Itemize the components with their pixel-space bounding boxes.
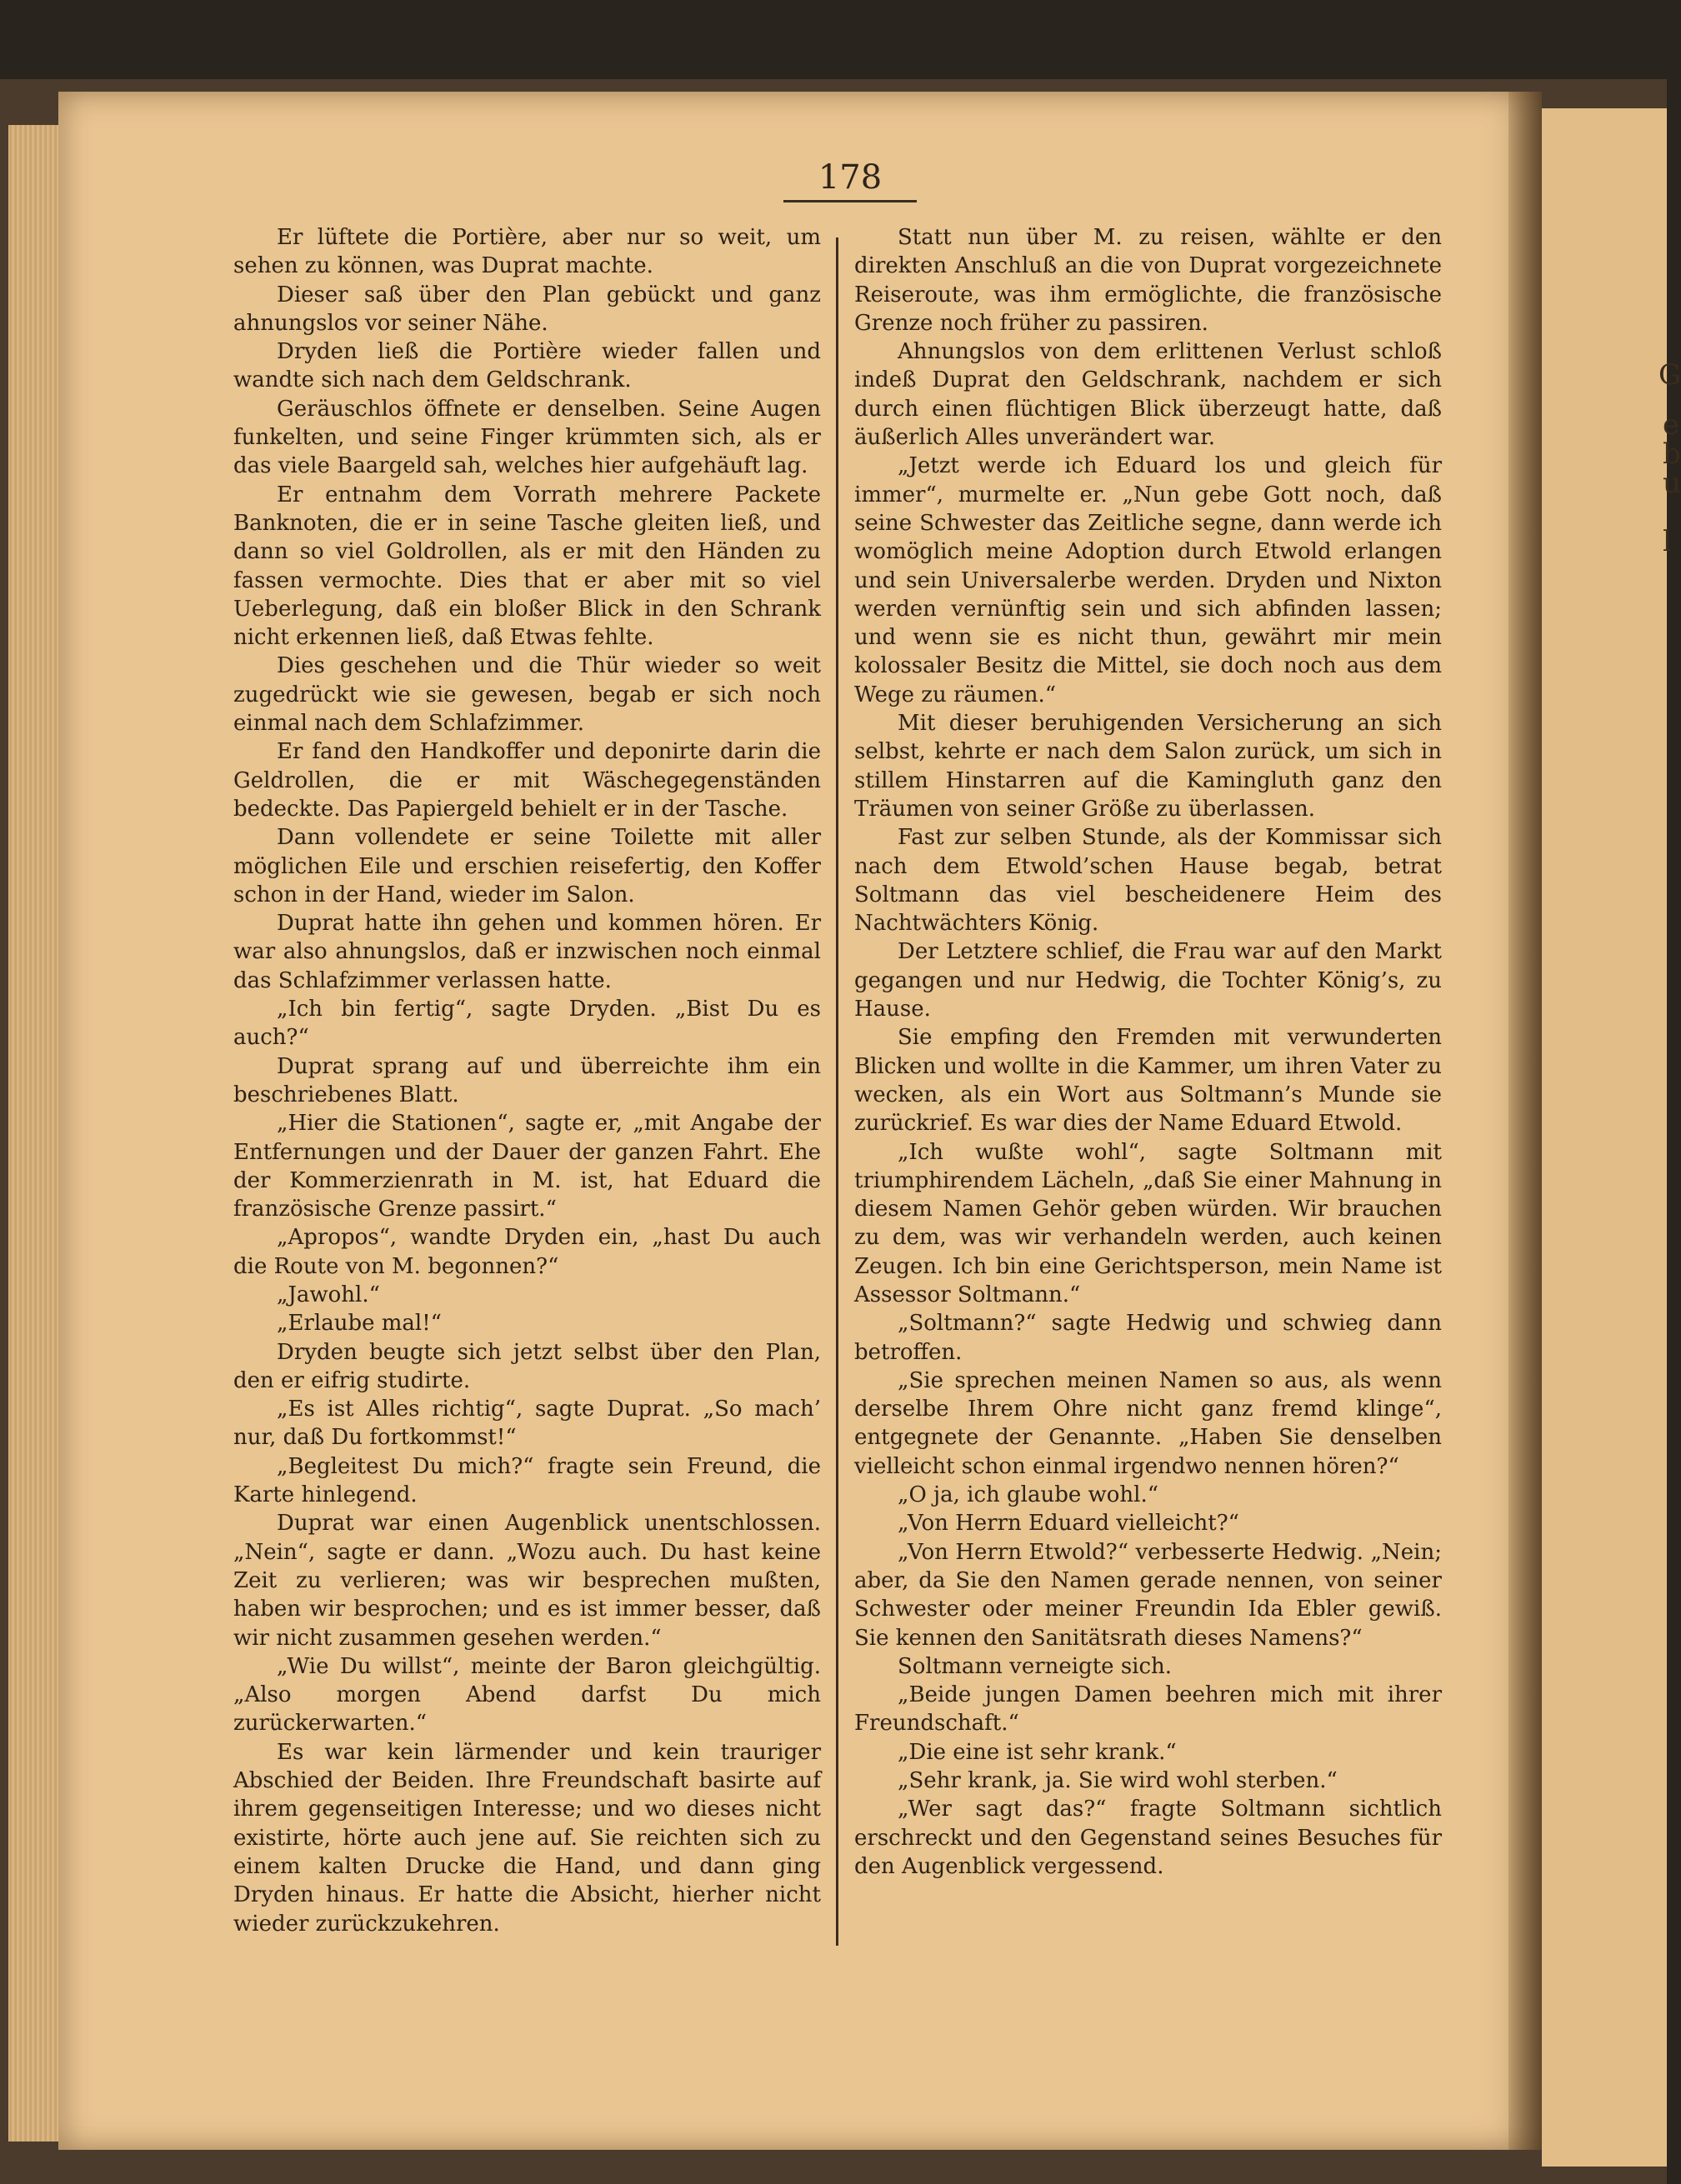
paragraph: Er fand den Handkoffer und deponirte darin die Geldrollen, die er mit Wäschegegenständen bedeckte. Das Papiergeld behielt er in der Tasche. [233,739,821,822]
paragraph: Dryden ließ die Portière wieder fallen und wandte sich nach dem Geldschrank. [233,339,821,393]
paragraph: „Sie sprechen meinen Namen so aus, als wenn derselbe Ihrem Ohre nicht ganz fremd klinge“, entgegnete der Genannte. „Haben Sie denselben vielleicht schon einmal irgendwo nennen hören?“ [854,1367,1442,1479]
column-divider [836,237,838,1946]
paragraph: Geräuschlos öffnete er denselben. Seine Augen funkelten, und seine Finger krümmten sich, als er das viele Baargeld sah, welches hier aufgehäuft lag. [233,396,821,479]
paragraph: Dieser saß über den Plan gebückt und ganz ahnungslos vor seiner Nähe. [233,282,821,336]
paragraph: Er entnahm dem Vorrath mehrere Packete Banknoten, die er in seine Tasche gleiten ließ, und dann so viel Goldrollen, als er mit den Händen zu fassen vermochte. Dies that er aber mit so viel Ueberlegung, daß ein bloßer Blick in den Schrank nicht erkennen ließ, daß Etwas fehlte. [233,482,821,651]
paragraph: „Begleitest Du mich?“ fragte sein Freund, die Karte hinlegend. [233,1453,821,1508]
paragraph: Er lüftete die Portière, aber nur so weit, um sehen zu können, was Duprat machte. [233,225,821,279]
paragraph: Mit dieser beruhigenden Versicherung an sich selbst, kehrte er nach dem Salon zurück, um sich in stillem Hinstarren auf die Kamingluth ganz den Träumen von seiner Größe zu überlassen. [854,711,1442,822]
next-page-edge [1542,108,1681,2167]
paragraph: Dies geschehen und die Thür wieder so weit zugedrückt wie sie gewesen, begab er sich noch einmal nach dem Schlafzimmer. [233,653,821,737]
paragraph: „Sehr krank, ja. Sie wird wohl sterben.“ [898,1768,1338,1794]
paragraph: Ahnungslos von dem erlittenen Verlust schloß indeß Duprat den Geldschrank, nachdem er sich durch einen flüchtigen Blick überzeugt hatte, daß äußerlich Alles unverändert war. [854,339,1442,451]
next-page-fragment: b [1663,437,1681,471]
paragraph: „Von Herrn Etwold?“ verbesserte Hedwig. „Nein; aber, da Sie den Namen gerade nennen, von seiner Schwester oder meiner Freundin Ida Ebler gewiß. Sie kennen den Sanitätsrath dieses Namens?“ [854,1539,1442,1651]
next-page-fragment: G [1658,358,1681,392]
paragraph: „Jetzt werde ich Eduard los und gleich für immer“, murmelte er. „Nun gebe Gott noch, daß seine Schwester das Zeitliche segne, dann werde ich womöglich meine Adoption durch Etwold erlangen und sein Universalerbe werden. Dryden und Nixton werden vernünftig sein und sich abfinden lassen; und wenn sie es nicht thun, gewährt mir mein kolossaler Besitz die Mittel, sie doch noch aus dem Wege zu räumen.“ [854,453,1442,707]
paragraph: „Die eine ist sehr krank.“ [898,1739,1177,1765]
paragraph: Sie empfing den Fremden mit verwunderten Blicken und wollte in die Kammer, um ihren Vater zu wecken, als ein Wort aus Soltmann’s Munde sie zurückrief. Es war dies der Name Eduard Etwold. [854,1025,1442,1137]
paragraph: Duprat sprang auf und überreichte ihm ein beschriebenes Blatt. [233,1053,821,1107]
paragraph: „Von Herrn Eduard vielleicht?“ [898,1511,1239,1537]
paragraph: Fast zur selben Stunde, als der Kommissar sich nach dem Etwold’schen Hause begab, betrat Soltmann das viel bescheidenere Heim des Nachtwächters König. [854,825,1442,937]
paragraph: „O ja, ich glaube wohl.“ [898,1482,1159,1508]
paragraph: „Apropos“, wandte Dryden ein, „hast Du auch die Route von M. begonnen?“ [233,1225,821,1279]
left-column [233,223,821,1938]
paragraph: „Wer sagt das?“ fragte Soltmann sichtlich erschreckt und den Gegenstand seines Besuches für den Augenblick vergessend. [854,1797,1442,1879]
next-page-fragment: u [1663,467,1681,500]
paragraph: „Es ist Alles richtig“, sagte Duprat. „So mach’ nur, daß Du fortkommst!“ [233,1397,821,1451]
next-page-fragment: l [1663,525,1672,558]
paragraph: Es war kein lärmender und kein trauriger Abschied der Beiden. Ihre Freundschaft basirte auf ihrem gegenseitigen Interesse; und wo dieses nicht existirte, hörte auch jene auf. Sie reichten sich zu einem kalten Drucke die Hand, und dann ging Dryden hinaus. Er hatte die Absicht, hierher nicht wieder zurückzukehren. [233,1739,821,1937]
page-number: 178 [818,158,883,197]
paragraph: Dryden beugte sich jetzt selbst über den Plan, den er eifrig studirte. [233,1339,821,1393]
paragraph: „Jawohl.“ [277,1282,380,1307]
paragraph: „Erlaube mal!“ [277,1311,442,1337]
paragraph: „Hier die Stationen“, sagte er, „mit Angabe der Entfernungen und der Dauer der ganzen Fahrt. Ehe der Kommerzienrath in M. ist, hat Eduard die französische Grenze passirt.“ [233,1111,821,1222]
paragraph: „Ich wußte wohl“, sagte Soltmann mit triumphirendem Lächeln, „daß Sie einer Mahnung in diesem Namen Gehör geben würden. Wir brauchen zu dem, was wir verhandeln werden, auch keinen Zeugen. Ich bin eine Gerichtsperson, mein Name ist Assessor Soltmann.“ [854,1139,1442,1307]
paragraph: Der Letztere schlief, die Frau war auf den Markt gegangen und nur Hedwig, die Tochter König’s, zu Hause. [854,939,1442,1022]
paragraph: „Soltmann?“ sagte Hedwig und schwieg dann betroffen. [854,1311,1442,1365]
next-page-fragment: e [1663,408,1680,442]
paragraph: Dann vollendete er seine Toilette mit aller möglichen Eile und erschien reisefertig, den Koffer schon in der Hand, wieder im Salon. [233,825,821,907]
paragraph: Duprat hatte ihn gehen und kommen hören. Er war also ahnungslos, daß er inzwischen noch einmal das Schlafzimmer verlassen hatte. [233,911,821,993]
paragraph: „Wie Du willst“, meinte der Baron gleichgültig. „Also morgen Abend darfst Du mich zurückerwarten.“ [233,1653,821,1737]
paragraph: Duprat war einen Augenblick unentschlossen. „Nein“, sagte er dann. „Wozu auch. Du hast keine Zeit zu verlieren; was wir besprechen mußten, haben wir besprochen; und es ist immer besser, daß wir nicht zusammen gesehen werden.“ [233,1511,821,1651]
book-gutter [1508,92,1542,2150]
paragraph: Statt nun über M. zu reisen, wählte er den direkten Anschluß an die von Duprat vorgezeichnete Reiseroute, was ihm ermöglichte, die französische Grenze noch früher zu passiren. [854,225,1442,336]
right-column [854,223,1442,1881]
paragraph: „Beide jungen Damen beehren mich mit ihrer Freundschaft.“ [854,1682,1442,1737]
page-number-rule [783,200,917,202]
paragraph: Soltmann verneigte sich. [898,1653,1173,1679]
paragraph: „Ich bin fertig“, sagte Dryden. „Bist Du es auch?“ [233,997,821,1051]
